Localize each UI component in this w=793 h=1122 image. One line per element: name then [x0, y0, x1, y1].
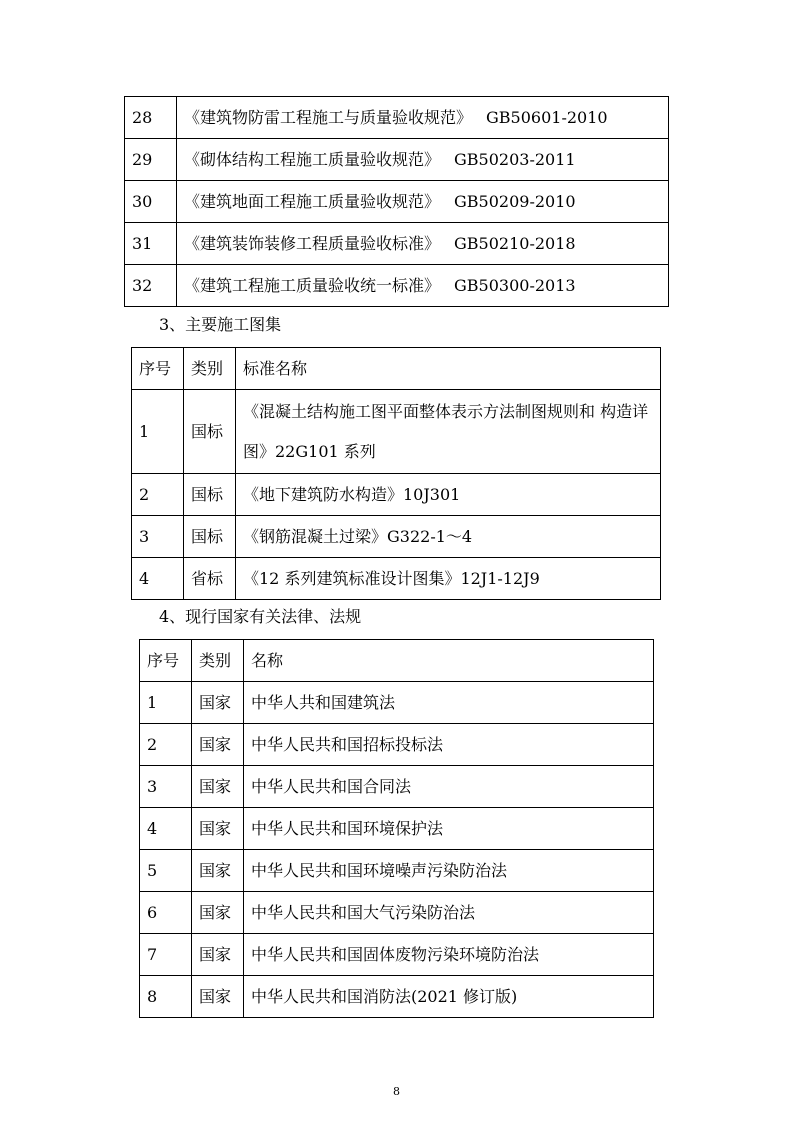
standard-cell: [177, 223, 669, 265]
row-number: 31: [125, 223, 177, 265]
standard-name: 《建筑装饰装修工程质量验收标准》: [184, 233, 441, 253]
row-name: 《12 系列建筑标准设计图集》12J1-12J9: [236, 558, 661, 600]
standard-name: 《建筑物防雷工程施工与质量验收规范》: [184, 107, 473, 127]
row-number: 4: [132, 558, 184, 600]
row-number: 7: [140, 934, 192, 976]
row-number: 8: [140, 976, 192, 1018]
standard-code: GB50209-2010: [454, 191, 576, 211]
table-row: [140, 766, 654, 808]
row-name: 中华人民共和国环境噪声污染防治法: [244, 850, 654, 892]
row-type: 省标: [184, 558, 236, 600]
row-number: 30: [125, 181, 177, 223]
standard-cell: [177, 139, 669, 181]
standard-name: 《建筑地面工程施工质量验收规范》: [184, 191, 441, 211]
standard-cell: [177, 181, 669, 223]
header-type: 类别: [184, 348, 236, 390]
row-name: 《混凝土结构施工图平面整体表示方法制图规则和 构造详图》22G101 系列: [236, 390, 661, 474]
table-row: [132, 474, 661, 516]
row-type: 国家: [192, 934, 244, 976]
row-name: 中华人民共和国固体废物污染环境防治法: [244, 934, 654, 976]
row-type: 国家: [192, 682, 244, 724]
row-type: 国家: [192, 892, 244, 934]
row-name: 《钢筋混凝土过梁》G322-1～4: [236, 516, 661, 558]
row-name: 中华人民共和国环境保护法: [244, 808, 654, 850]
row-type: 国家: [192, 850, 244, 892]
row-name: 中华人共和国建筑法: [244, 682, 654, 724]
row-number: 32: [125, 265, 177, 307]
page-number: 8: [393, 1085, 400, 1098]
row-number: 5: [140, 850, 192, 892]
header-type: 类别: [192, 640, 244, 682]
table-row: [140, 808, 654, 850]
standard-code: GB50203-2011: [454, 149, 576, 169]
table-row: [125, 139, 669, 181]
table-row: [132, 558, 661, 600]
table-row: [125, 223, 669, 265]
laws-header-row: [140, 640, 654, 682]
standard-name: 《砌体结构工程施工质量验收规范》: [184, 149, 441, 169]
table-row: [140, 724, 654, 766]
table-row: [125, 181, 669, 223]
standard-code: GB50210-2018: [454, 233, 576, 253]
table-row: [132, 390, 661, 474]
table-row: [140, 976, 654, 1018]
header-no: 序号: [140, 640, 192, 682]
row-type: 国家: [192, 976, 244, 1018]
row-name: 中华人民共和国招标投标法: [244, 724, 654, 766]
table-row: [132, 516, 661, 558]
atlas-header-row: [132, 348, 661, 390]
laws-heading: 4、现行国家有关法律、法规: [159, 607, 362, 626]
row-name: 中华人民共和国合同法: [244, 766, 654, 808]
row-type: 国家: [192, 766, 244, 808]
row-type: 国标: [184, 390, 236, 474]
table-row: [140, 892, 654, 934]
standard-cell: [177, 97, 669, 139]
row-name: 《地下建筑防水构造》10J301: [236, 474, 661, 516]
table-row: [140, 850, 654, 892]
standard-code: GB50300-2013: [454, 275, 576, 295]
row-name: 中华人民共和国消防法(2021 修订版): [244, 976, 654, 1018]
row-number: 2: [132, 474, 184, 516]
row-type: 国家: [192, 724, 244, 766]
row-number: 1: [132, 390, 184, 474]
row-number: 29: [125, 139, 177, 181]
row-number: 6: [140, 892, 192, 934]
laws-table: [139, 639, 654, 1018]
standard-name: 《建筑工程施工质量验收统一标准》: [184, 275, 441, 295]
row-type: 国家: [192, 808, 244, 850]
standard-cell: [177, 265, 669, 307]
header-name: 标准名称: [236, 348, 661, 390]
header-name: 名称: [244, 640, 654, 682]
table-row: [125, 97, 669, 139]
header-no: 序号: [132, 348, 184, 390]
table-row: [140, 934, 654, 976]
row-type: 国标: [184, 474, 236, 516]
table-row: [125, 265, 669, 307]
atlas-heading: 3、主要施工图集: [159, 315, 282, 334]
standard-code: GB50601-2010: [486, 107, 608, 127]
row-number: 2: [140, 724, 192, 766]
row-number: 1: [140, 682, 192, 724]
row-type: 国标: [184, 516, 236, 558]
row-number: 4: [140, 808, 192, 850]
atlas-table: [131, 347, 661, 600]
row-name: 中华人民共和国大气污染防治法: [244, 892, 654, 934]
standards-table: [124, 96, 669, 307]
row-number: 3: [132, 516, 184, 558]
row-number: 28: [125, 97, 177, 139]
table-row: [140, 682, 654, 724]
row-number: 3: [140, 766, 192, 808]
